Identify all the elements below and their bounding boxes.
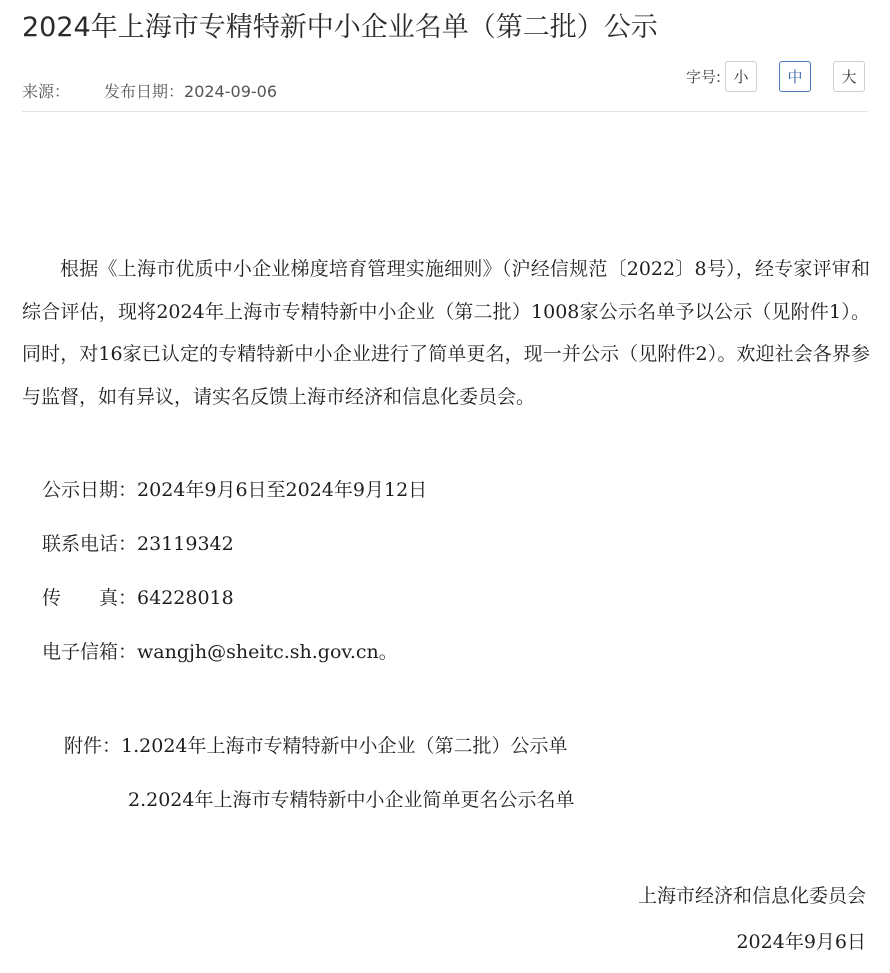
- main-paragraph: 根据《上海市优质中小企业梯度培育管理实施细则》（沪经信规范〔2022〕8号），经专家评审和综合评估，现将2024年上海市专精特新中小企业（第二批）1008家公示名单予以公示（见附件1）。同时，对16家已认定的专精特新中小企业进行了简单更名，现一并公示（见附件2）。欢迎社会各界参与监督，如有异议，请实名反馈上海市经济和信息化委员会。: [22, 258, 870, 408]
- attachment-line-2: [128, 786, 574, 814]
- publish-date-label: 发布日期：: [104, 82, 185, 101]
- header-divider: [22, 111, 868, 112]
- attachments-label: 附件：: [64, 735, 122, 757]
- email-line: [42, 638, 398, 666]
- font-size-large-button[interactable]: 大: [833, 61, 865, 92]
- email-value[interactable]: wangjh@sheitc.sh.gov.cn。: [137, 641, 398, 663]
- font-size-switcher: [686, 61, 865, 92]
- source-label: 来源：: [22, 82, 71, 101]
- font-size-small-button[interactable]: 小: [725, 61, 757, 92]
- signature-date: 2024年9月6日: [736, 931, 866, 953]
- fax-label: 传 真：: [42, 587, 138, 609]
- notice-period-value: 2024年9月6日至2024年9月12日: [137, 479, 428, 501]
- font-size-medium-button[interactable]: 中: [779, 61, 811, 92]
- signature-organization: 上海市经济和信息化委员会: [637, 885, 866, 907]
- font-size-label: 字号:: [685, 68, 721, 86]
- notice-period-line: [42, 476, 427, 504]
- email-label: 电子信箱：: [42, 641, 138, 663]
- page-title: 2024年上海市专精特新中小企业名单（第二批）公示: [22, 12, 658, 43]
- publish-date: 2024-09-06: [184, 82, 277, 101]
- fax-value: 64228018: [137, 587, 234, 609]
- fax-line: [42, 584, 234, 612]
- article-meta: [22, 82, 277, 102]
- notice-period-label: 公示日期：: [42, 479, 138, 501]
- phone-value: 23119342: [137, 533, 234, 555]
- phone-label: 联系电话：: [42, 533, 138, 555]
- attachment-link-1[interactable]: 1.2024年上海市专精特新中小企业（第二批）公示单: [121, 735, 568, 757]
- attachment-link-2[interactable]: 2.2024年上海市专精特新中小企业简单更名公示名单: [128, 789, 575, 811]
- article-body: [22, 248, 870, 418]
- phone-line: [42, 530, 234, 558]
- attachment-line-1: [64, 732, 568, 760]
